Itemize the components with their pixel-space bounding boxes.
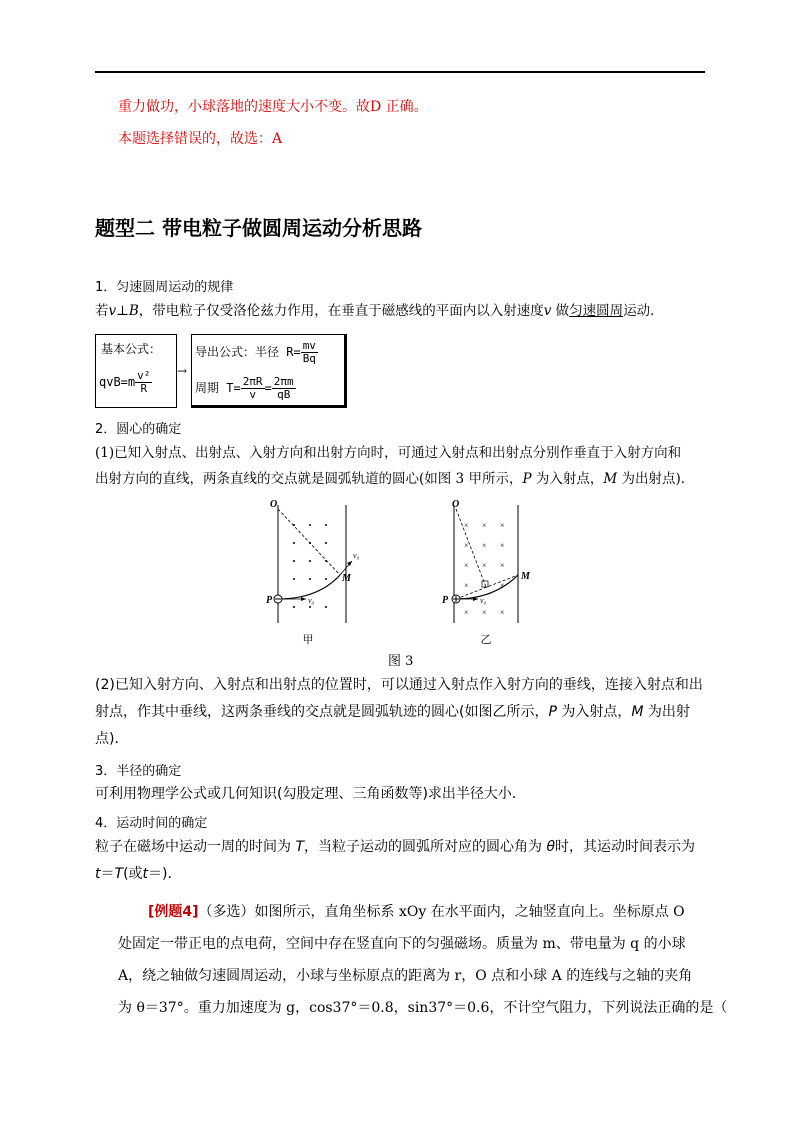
svg-text:×: ×: [464, 608, 469, 617]
s4-title: 4．运动时间的确定: [95, 816, 208, 831]
label-o-2: O: [452, 499, 460, 510]
svg-text:×: ×: [500, 561, 505, 570]
arrow-icon: →: [177, 364, 188, 378]
label-jia: 甲: [302, 634, 314, 645]
s2-para-2: (2)已知入射方向、入射点和出射点的位置时，可以通过入射点作入射方向的垂线，连接入射点和出 射点，作其中垂线，这两条垂线的交点就是圆弧轨迹的圆心(如图乙所示，P 为入射点，M 为出射 点)．: [95, 677, 703, 747]
svg-text:×: ×: [482, 521, 487, 530]
example-4: [例题4]（多选）如图所示，直角坐标系 xOy 在水平面内，之轴竖直向上。坐标原点 O 处固定一带正电的点电荷，空间中存在竖直向下的匀强磁场。质量为 m、带电量为 q 的小球 A，绕之轴做匀速圆周运动，小球与坐标原点的距离为 r，O 点和小球 A 的连线与之轴的夹角 为 θ＝37°。重力加速度为 g，cos37°＝0.8，sin37°＝0.6，不计空气阻力，下列说法正确的是（: [118, 904, 728, 1016]
section-title: 题型二 带电粒子做圆周运动分析思路: [95, 216, 422, 240]
svg-text:×: ×: [500, 581, 505, 590]
label-v0-m: v₀: [353, 551, 360, 560]
svg-text:×: ×: [482, 608, 487, 617]
svg-text:×: ×: [482, 541, 487, 550]
label-p: P: [266, 595, 273, 606]
s1-text: 若v⊥B，带电粒子仅受洛伦兹力作用，在垂直于磁感线的平面内以入射速度v 做匀速圆周运动．: [95, 303, 664, 319]
label-p-2: P: [442, 595, 449, 606]
basic-label: 基本公式：: [101, 342, 162, 356]
s2-title: 2．圆心的确定: [95, 422, 182, 437]
formula-box: [95, 334, 355, 410]
s2-para-1: (1)已知入射点、出射点、入射方向和出射方向时，可通过入射点和出射点分别作垂直于入射方向和 出射方向的直线，两条直线的交点就是圆弧轨道的圆心(如图 3 甲所示，P 为入射点，M 为出射点)．: [95, 445, 695, 487]
svg-text:×: ×: [464, 581, 469, 590]
basic-formula: qvB=m $\frac{\text{v²}}{R}$: [99, 369, 151, 395]
svg-text:×: ×: [482, 561, 487, 570]
header-rule: [95, 71, 705, 73]
label-m: M: [342, 573, 351, 584]
s4-text: 粒子在磁场中运动一周的时间为 T，当粒子运动的圆弧所对应的圆心角为 θ时，其运动时间表示为 t＝T(或t＝)．: [95, 839, 696, 882]
label-yi: 乙: [480, 634, 492, 645]
answer-line-2: 本题选择错误的，故选：A: [118, 131, 283, 147]
svg-text:×: ×: [500, 521, 505, 530]
figure-caption: 图 3: [388, 654, 414, 669]
label-m-2: M: [521, 571, 530, 582]
figure-3: [258, 495, 548, 645]
period-formula: 周期 T= $\frac{2\pi R}{v}$ = $\frac{2\pi m}{qB}$: [195, 375, 294, 401]
svg-text:×: ×: [464, 561, 469, 570]
figure-left: [266, 499, 360, 645]
svg-text:×: ×: [464, 521, 469, 530]
label-o: O: [270, 499, 278, 510]
label-v0-p: v₀: [308, 596, 315, 605]
radius-formula: 导出公式：半径 R= $\frac{mv}{Bq}$: [195, 339, 316, 365]
label-v0-2: v₀: [480, 596, 487, 605]
answer-line-1: 重力做功，小球落地的速度大小不变。故D 正确。: [118, 99, 428, 115]
example-label: [例题4]: [148, 904, 199, 920]
figure-right: [442, 499, 531, 645]
svg-text:×: ×: [500, 541, 505, 550]
s3-text: 可利用物理学公式或几何知识(勾股定理、三角函数等)求出半径大小．: [95, 786, 526, 802]
svg-text:×: ×: [500, 608, 505, 617]
svg-text:×: ×: [464, 541, 469, 550]
s3-title: 3．半径的确定: [95, 764, 182, 779]
s1-title: 1．匀速圆周运动的规律: [95, 280, 234, 295]
